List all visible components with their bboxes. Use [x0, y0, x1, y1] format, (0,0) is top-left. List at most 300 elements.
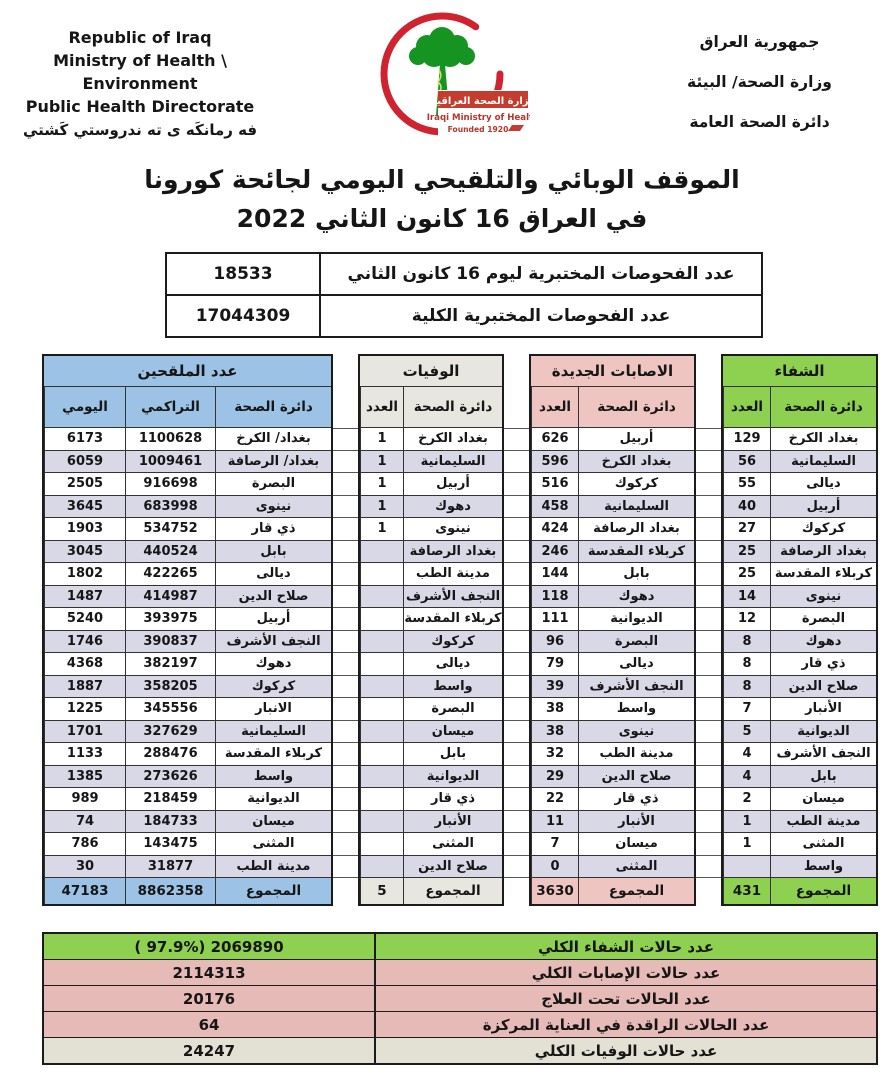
value-cell: 5 [723, 721, 770, 744]
spacer-cell [333, 743, 358, 766]
spacer-cell [696, 563, 721, 586]
table-row [531, 631, 694, 654]
table-row [44, 811, 331, 834]
group-recovery [721, 354, 878, 906]
value-cell: 1746 [44, 631, 125, 654]
value-cell: 111 [531, 608, 578, 631]
group-title: الشفاء [723, 356, 876, 387]
table-row [723, 451, 876, 474]
letterhead-english-line: Public Health Directorate [25, 97, 255, 116]
group-body [360, 428, 502, 878]
directorate-cell: الأنبار [403, 811, 502, 834]
directorate-cell: بابل [215, 541, 331, 564]
spacer-cell [333, 428, 358, 451]
value-cell: 288476 [125, 743, 215, 766]
group-total-row [723, 878, 876, 904]
table-row [44, 856, 331, 879]
directorate-cell: البصرة [578, 631, 694, 654]
letterhead-english-line: Republic of Iraq [68, 28, 212, 47]
directorate-cell: واسط [403, 676, 502, 699]
summary-label: عدد حالات الشفاء الكلي [374, 934, 876, 959]
value-cell: 1887 [44, 676, 125, 699]
tests-label: عدد الفحوصات المختبرية الكلية [319, 296, 761, 336]
table-row [723, 428, 876, 451]
directorate-cell: مدينة الطب [403, 563, 502, 586]
directorate-cell: ميسان [770, 788, 876, 811]
value-cell: 27 [723, 518, 770, 541]
table-row [44, 496, 331, 519]
group-column-headers [531, 387, 694, 428]
table-row [531, 653, 694, 676]
directorate-cell: بابل [770, 766, 876, 789]
value-cell: 1133 [44, 743, 125, 766]
value-cell: 327629 [125, 721, 215, 744]
spacer-cell [333, 518, 358, 541]
directorate-cell: بابل [578, 563, 694, 586]
table-row [44, 518, 331, 541]
value-cell: 0 [531, 856, 578, 879]
table-row [723, 766, 876, 789]
spacer-cell [333, 473, 358, 496]
tests-row [167, 254, 761, 294]
value-cell [360, 541, 403, 564]
directorate-cell: بغداد الرصافة [770, 541, 876, 564]
value-cell: 1903 [44, 518, 125, 541]
tests-value: 17044309 [195, 306, 291, 326]
directorate-cell: نينوى [215, 496, 331, 519]
value-cell: 31877 [125, 856, 215, 879]
value-cell: 626 [531, 428, 578, 451]
directorate-cell: النجف الأشرف [403, 586, 502, 609]
table-row [531, 721, 694, 744]
value-cell: 40 [723, 496, 770, 519]
table-row [360, 541, 502, 564]
value-cell [360, 676, 403, 699]
spacer-cell [504, 743, 529, 766]
directorate-cell: المثنى [770, 833, 876, 856]
value-cell: 916698 [125, 473, 215, 496]
value-cell: 4 [723, 766, 770, 789]
spacer-cell [696, 631, 721, 654]
table-row [44, 428, 331, 451]
letterhead-arabic-line: جمهورية العراق [699, 33, 820, 51]
directorate-cell: ديالى [770, 473, 876, 496]
directorate-cell: صلاح الدين [770, 676, 876, 699]
directorate-cell: المثنى [578, 856, 694, 879]
spacer-cell [696, 541, 721, 564]
table-row [44, 631, 331, 654]
table-row [44, 698, 331, 721]
spacer-cell [696, 788, 721, 811]
spacer-cell [504, 811, 529, 834]
table-row [531, 766, 694, 789]
table-row [531, 676, 694, 699]
directorate-cell: دهوك [215, 653, 331, 676]
value-cell: 12 [723, 608, 770, 631]
column-header: العدد [531, 387, 578, 428]
value-cell: 25 [723, 541, 770, 564]
group-body [44, 428, 331, 878]
table-row [44, 653, 331, 676]
table-row [360, 518, 502, 541]
directorate-cell: مدينة الطب [770, 811, 876, 834]
directorate-cell: الديوانية [403, 766, 502, 789]
summary-table [42, 932, 878, 1065]
directorate-cell: كركوك [403, 631, 502, 654]
value-cell: 1 [360, 496, 403, 519]
table-spacer [696, 428, 721, 906]
value-cell: 1 [723, 833, 770, 856]
spacer-cell [504, 788, 529, 811]
spacer-cell [504, 451, 529, 474]
value-cell [360, 721, 403, 744]
table-row [723, 676, 876, 699]
spacer-cell [504, 518, 529, 541]
table-row [360, 766, 502, 789]
value-cell: 3045 [44, 541, 125, 564]
group-total-row [44, 878, 331, 904]
logo-founded-text: Founded 1920 [447, 125, 509, 134]
value-cell: 345556 [125, 698, 215, 721]
table-row [360, 788, 502, 811]
value-cell: 2505 [44, 473, 125, 496]
value-cell: 79 [531, 653, 578, 676]
spacer-cell [696, 676, 721, 699]
directorate-cell: كركوك [578, 473, 694, 496]
total-value: 47183 [44, 878, 125, 904]
value-cell: 38 [531, 721, 578, 744]
spacer-cell [333, 721, 358, 744]
table-row [360, 563, 502, 586]
directorate-cell: دهوك [403, 496, 502, 519]
directorate-cell: ذي قار [403, 788, 502, 811]
directorate-cell: النجف الأشرف [578, 676, 694, 699]
table-row [360, 653, 502, 676]
group-vaccinated [42, 354, 333, 906]
table-row [723, 608, 876, 631]
table-row [360, 811, 502, 834]
value-cell: 22 [531, 788, 578, 811]
directorate-cell: مدينة الطب [215, 856, 331, 879]
directorate-cell: المثنى [403, 833, 502, 856]
spacer-cell [504, 541, 529, 564]
directorate-cell: أربيل [578, 428, 694, 451]
directorate-cell: البصرة [215, 473, 331, 496]
spacer-cell [696, 473, 721, 496]
letterhead [0, 0, 884, 152]
report-title-line2: في العراق 16 كانون الثاني 2022 [236, 204, 648, 233]
spacer-cell [696, 878, 721, 904]
value-cell: 422265 [125, 563, 215, 586]
value-cell: 55 [723, 473, 770, 496]
table-row [44, 788, 331, 811]
directorate-cell: كربلاء المقدسة [215, 743, 331, 766]
letterhead-english [6, 26, 274, 142]
value-cell: 39 [531, 676, 578, 699]
value-cell: 683998 [125, 496, 215, 519]
spacer-cell [333, 878, 358, 904]
directorate-cell: المثنى [215, 833, 331, 856]
letterhead-kurdish-line: فه رمانكَه ى ته ندروستي كَشتي [22, 121, 258, 139]
table-row [44, 473, 331, 496]
letterhead-english-line: Ministry of Health \ Environment [53, 51, 227, 93]
column-header: العدد [723, 387, 770, 428]
table-row [531, 451, 694, 474]
spacer-cell [504, 608, 529, 631]
report-title [0, 160, 884, 238]
spacer-cell [504, 833, 529, 856]
group-title: الوفيات [360, 356, 502, 387]
table-row [360, 473, 502, 496]
value-cell [360, 563, 403, 586]
value-cell: 2 [723, 788, 770, 811]
spacer-cell [696, 428, 721, 451]
summary-value: 24247 [182, 1041, 236, 1060]
directorate-cell: الانبار [215, 698, 331, 721]
table-row [360, 833, 502, 856]
value-cell: 29 [531, 766, 578, 789]
report-title-line1: الموقف الوبائي والتلقيحي اليومي لجائحة كورونا [144, 165, 740, 194]
table-row [360, 676, 502, 699]
table-row [723, 698, 876, 721]
table-row [531, 608, 694, 631]
table-spacer [333, 428, 358, 906]
value-cell: 1009461 [125, 451, 215, 474]
group-column-headers [723, 387, 876, 428]
table-row [723, 856, 876, 879]
directorate-cell: كركوك [215, 676, 331, 699]
value-cell: 1 [360, 518, 403, 541]
table-row [360, 721, 502, 744]
directorate-cell: الديوانية [215, 788, 331, 811]
directorate-cell: بغداد/ الرصافة [215, 451, 331, 474]
table-row [723, 541, 876, 564]
spacer-cell [696, 743, 721, 766]
spacer-cell [333, 698, 358, 721]
ministry-logo-graphic [354, 4, 530, 152]
letterhead-arabic [647, 22, 872, 142]
total-label: المجموع [578, 878, 694, 904]
table-row [360, 856, 502, 879]
value-cell: 118 [531, 586, 578, 609]
table-row [723, 586, 876, 609]
directorate-cell: واسط [215, 766, 331, 789]
directorate-cell: الأنبار [770, 698, 876, 721]
summary-row [44, 1011, 876, 1037]
table-row [723, 653, 876, 676]
column-header: العدد [360, 387, 403, 428]
table-row [44, 451, 331, 474]
spacer-cell [696, 811, 721, 834]
value-cell: 8 [723, 676, 770, 699]
table-row [531, 518, 694, 541]
total-value: 3630 [531, 878, 578, 904]
summary-value: ( 97.9%) 2069890 [134, 937, 284, 956]
spacer-cell [504, 766, 529, 789]
table-row [531, 856, 694, 879]
directorate-cell: ذي قار [770, 653, 876, 676]
value-cell: 6059 [44, 451, 125, 474]
spacer-cell [696, 451, 721, 474]
table-row [44, 563, 331, 586]
directorate-cell: ذي قار [578, 788, 694, 811]
summary-label: عدد الحالات الراقدة في العناية المركزة [374, 1012, 876, 1037]
main-statistics-table [42, 354, 878, 906]
spacer-cell [504, 878, 529, 904]
summary-value: 2114313 [172, 963, 246, 982]
tests-label: عدد الفحوصات المختبرية ليوم 16 كانون الثاني [319, 254, 761, 294]
group-total-row [531, 878, 694, 904]
value-cell: 7 [723, 698, 770, 721]
group-title: عدد الملقحين [44, 356, 331, 387]
table-row [723, 518, 876, 541]
table-row [723, 833, 876, 856]
value-cell [360, 743, 403, 766]
value-cell: 8 [723, 631, 770, 654]
value-cell [360, 856, 403, 879]
total-label: المجموع [770, 878, 876, 904]
directorate-cell: كربلاء المقدسة [578, 541, 694, 564]
spacer-cell [696, 586, 721, 609]
directorate-cell: واسط [578, 698, 694, 721]
directorate-cell: نينوى [770, 586, 876, 609]
directorate-cell: السليمانية [578, 496, 694, 519]
directorate-cell: نينوى [578, 721, 694, 744]
directorate-cell: البصرة [403, 698, 502, 721]
spacer-cell [696, 766, 721, 789]
value-cell: 358205 [125, 676, 215, 699]
value-cell: 38 [531, 698, 578, 721]
summary-row [44, 959, 876, 985]
spacer-cell [504, 496, 529, 519]
summary-label: عدد حالات الوفيات الكلي [374, 1038, 876, 1063]
value-cell: 786 [44, 833, 125, 856]
directorate-cell: أربيل [770, 496, 876, 519]
group-column-headers [360, 387, 502, 428]
spacer-cell [504, 698, 529, 721]
value-cell: 393975 [125, 608, 215, 631]
table-row [360, 631, 502, 654]
directorate-cell: ميسان [403, 721, 502, 744]
value-cell [360, 586, 403, 609]
summary-value: 20176 [182, 989, 236, 1008]
directorate-cell: دهوك [770, 631, 876, 654]
spacer-cell [696, 608, 721, 631]
spacer-cell [333, 788, 358, 811]
value-cell: 1 [723, 811, 770, 834]
total-label: المجموع [403, 878, 502, 904]
spacer-cell [333, 766, 358, 789]
value-cell [360, 653, 403, 676]
table-row [531, 473, 694, 496]
spacer-cell [504, 653, 529, 676]
value-cell: 184733 [125, 811, 215, 834]
spacer-cell [696, 496, 721, 519]
directorate-cell: كربلاء المقدسة [403, 608, 502, 631]
directorate-cell: صلاح الدين [215, 586, 331, 609]
value-cell: 246 [531, 541, 578, 564]
value-cell: 390837 [125, 631, 215, 654]
value-cell [360, 788, 403, 811]
directorate-cell: النجف الأشرف [215, 631, 331, 654]
value-cell: 32 [531, 743, 578, 766]
summary-row [44, 1037, 876, 1063]
directorate-cell: الديوانية [578, 608, 694, 631]
table-row [360, 496, 502, 519]
logo-english-text: Iraqi Ministry of Health [426, 113, 530, 123]
spacer-cell [333, 811, 358, 834]
table-row [531, 833, 694, 856]
value-cell: 143475 [125, 833, 215, 856]
spacer-cell [333, 833, 358, 856]
directorate-cell: بغداد الرصافة [578, 518, 694, 541]
spacer-cell [333, 563, 358, 586]
table-row [360, 743, 502, 766]
table-row [531, 743, 694, 766]
spacer-cell [504, 676, 529, 699]
value-cell: 1 [360, 428, 403, 451]
spacer-cell [333, 541, 358, 564]
value-cell [360, 631, 403, 654]
value-cell: 74 [44, 811, 125, 834]
spacer-cell [333, 586, 358, 609]
letterhead-arabic-line: وزارة الصحة/ البيئة [687, 73, 832, 91]
spacer-cell [696, 721, 721, 744]
value-cell [360, 698, 403, 721]
directorate-cell: ديالى [578, 653, 694, 676]
directorate-cell: كربلاء المقدسة [770, 563, 876, 586]
value-cell: 534752 [125, 518, 215, 541]
directorate-cell: بغداد الكرخ [770, 428, 876, 451]
value-cell: 424 [531, 518, 578, 541]
value-cell: 8 [723, 653, 770, 676]
directorate-cell: ذي قار [215, 518, 331, 541]
letterhead-arabic-line: دائرة الصحة العامة [689, 113, 830, 131]
value-cell: 6173 [44, 428, 125, 451]
total-value: 5 [360, 878, 403, 904]
spacer-cell [504, 563, 529, 586]
value-cell: 4 [723, 743, 770, 766]
value-cell: 1487 [44, 586, 125, 609]
tests-row [167, 294, 761, 336]
directorate-cell: بغداد/ الكرخ [215, 428, 331, 451]
value-cell: 516 [531, 473, 578, 496]
table-row [360, 608, 502, 631]
summary-row [44, 934, 876, 959]
value-cell [360, 811, 403, 834]
value-cell: 7 [531, 833, 578, 856]
group-body [531, 428, 694, 878]
spacer-cell [333, 608, 358, 631]
group-total-row [360, 878, 502, 904]
table-row [723, 811, 876, 834]
spacer-cell [696, 518, 721, 541]
spacer-cell [333, 856, 358, 879]
spacer-cell [696, 653, 721, 676]
directorate-cell: نينوى [403, 518, 502, 541]
table-row [44, 586, 331, 609]
value-cell: 1 [360, 451, 403, 474]
table-row [44, 721, 331, 744]
summary-label: عدد الحالات تحت العلاج [374, 986, 876, 1011]
table-row [723, 721, 876, 744]
table-row [360, 428, 502, 451]
directorate-cell: بغداد الكرخ [578, 451, 694, 474]
table-row [723, 473, 876, 496]
table-row [531, 563, 694, 586]
directorate-cell: بابل [403, 743, 502, 766]
table-row [360, 586, 502, 609]
